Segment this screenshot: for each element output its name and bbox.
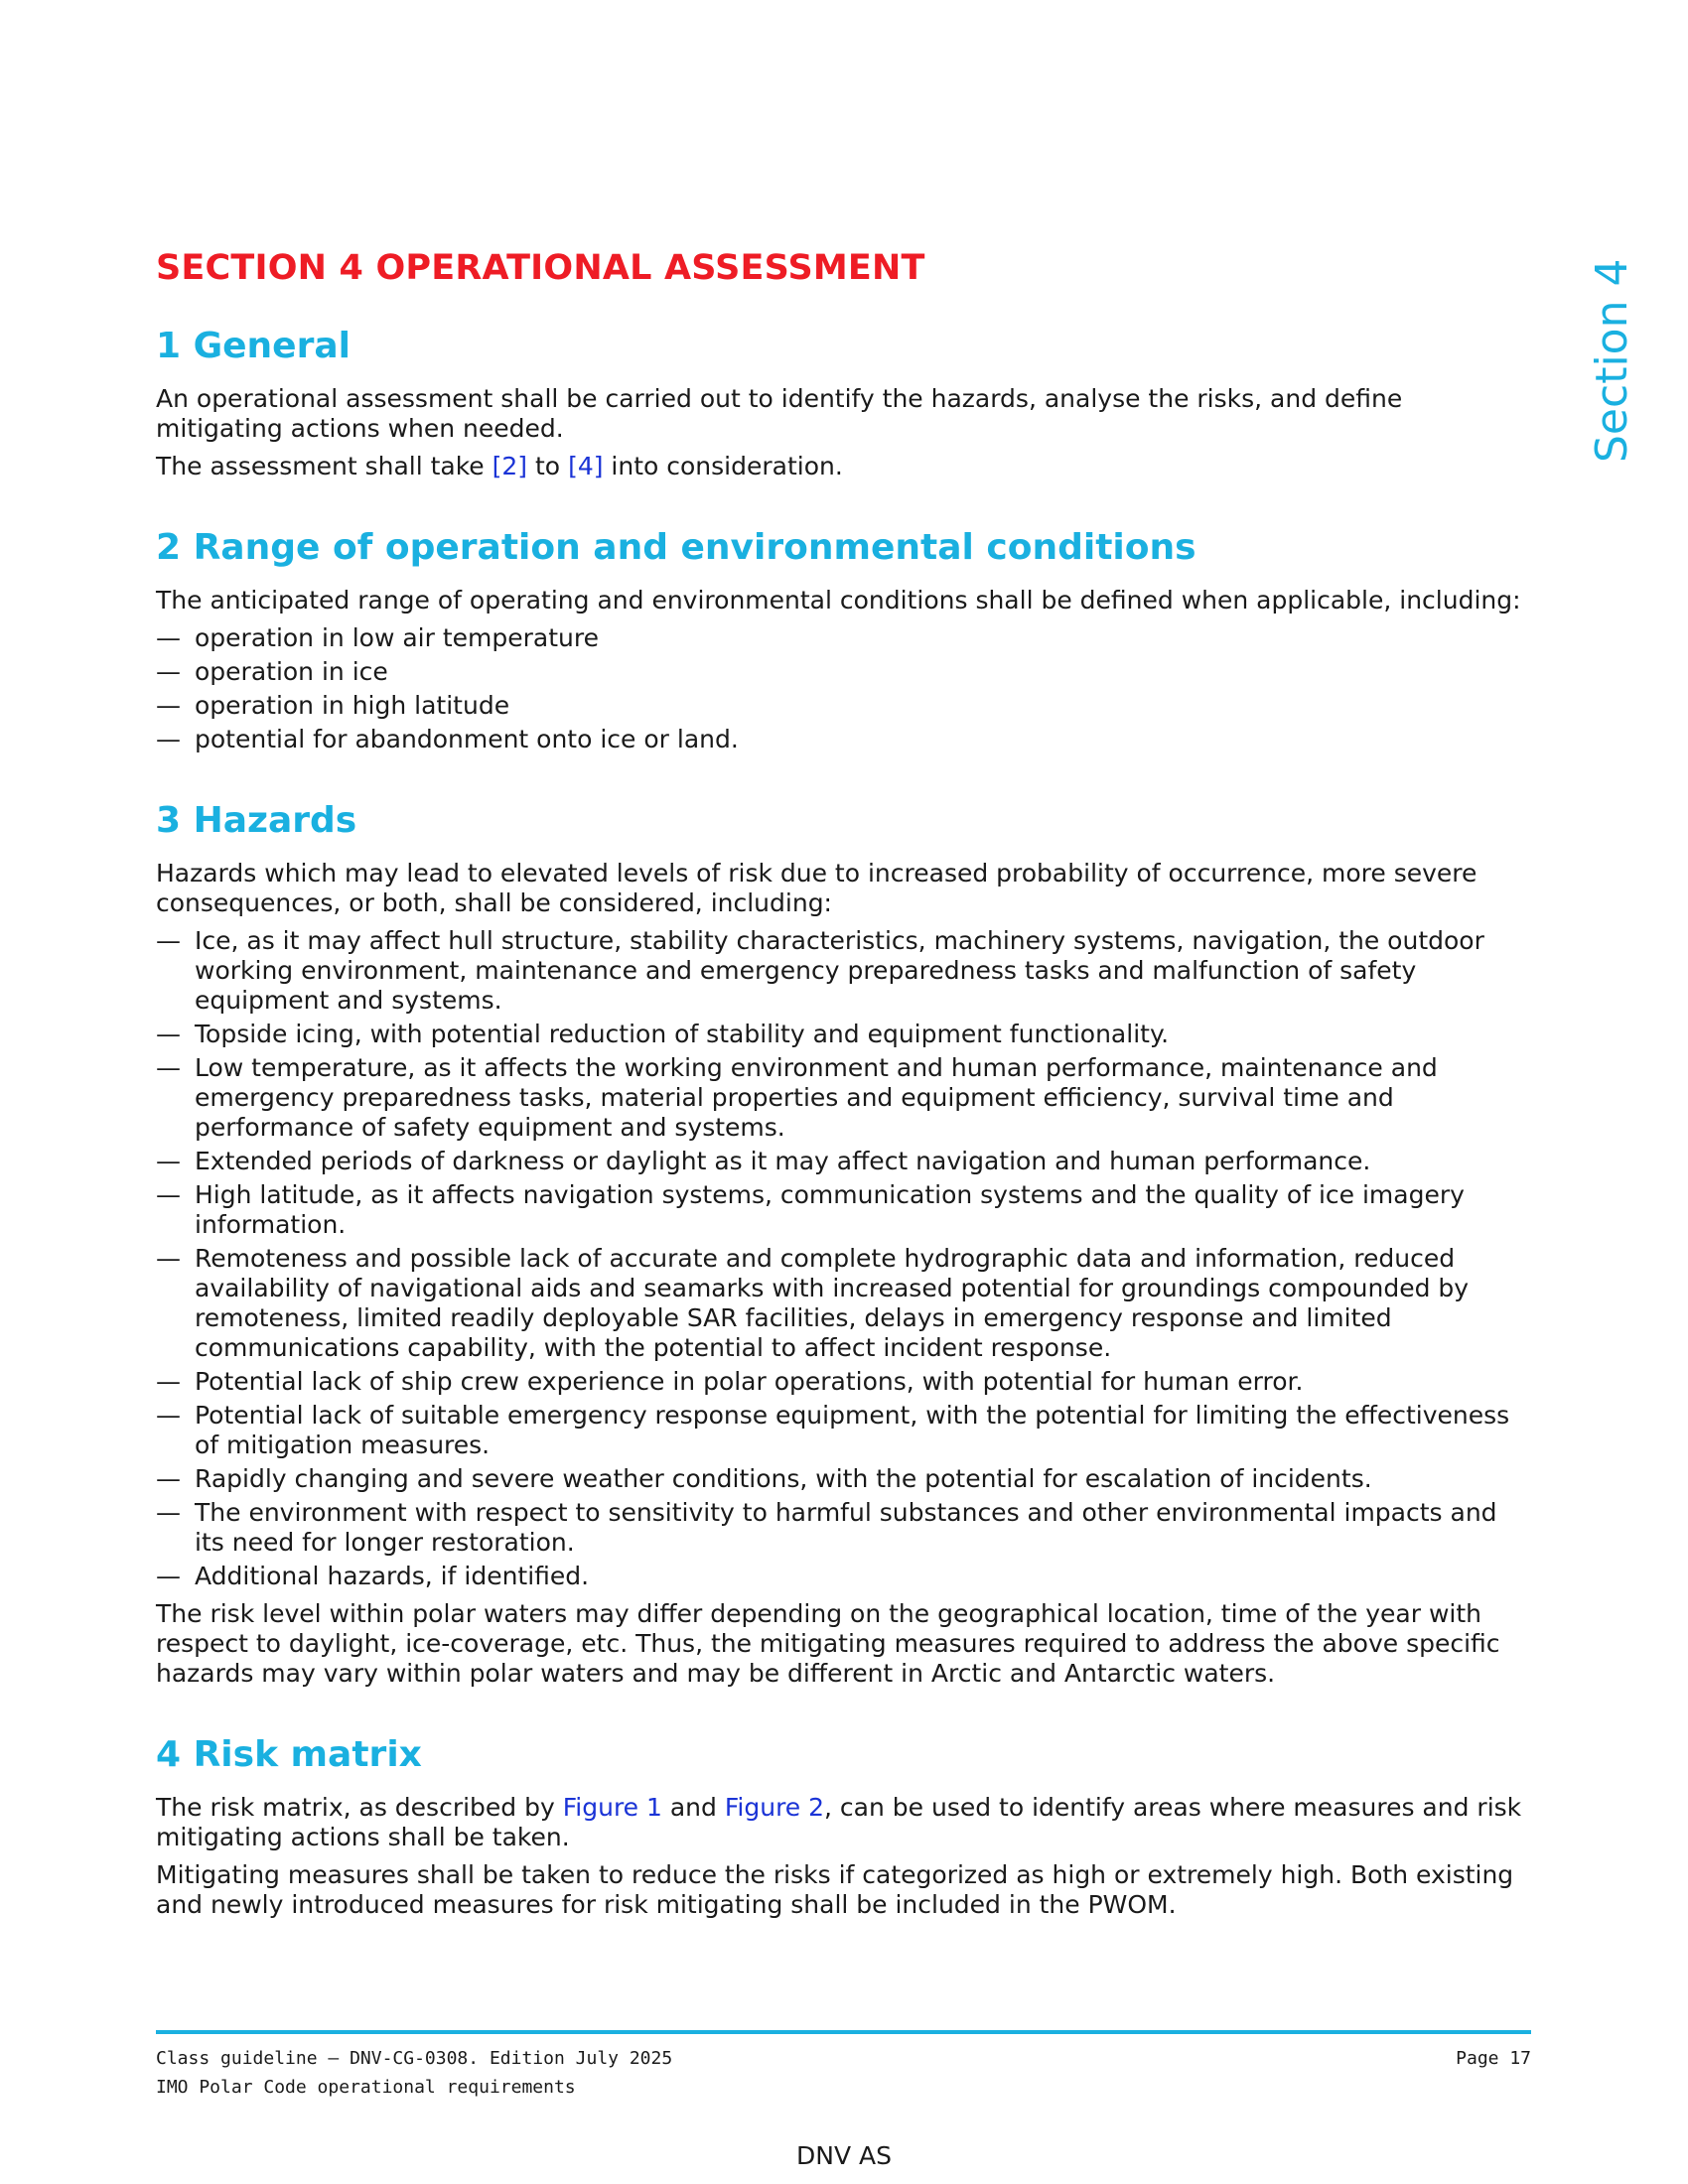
heading-general: 1 General xyxy=(156,326,351,366)
hazard-list-item-text: Potential lack of suitable emergency response equipment, with the potential for limiting the effectiveness of mitigation measures. xyxy=(195,1401,1510,1459)
text-span: to xyxy=(527,452,569,480)
dash-bullet: — xyxy=(156,1562,181,1590)
hazards-list xyxy=(156,926,1531,1591)
text-span: into consideration. xyxy=(603,452,843,480)
heading-risk-matrix: 4 Risk matrix xyxy=(156,1734,422,1775)
range-list-item xyxy=(156,725,1531,754)
hazard-list-item-text: High latitude, as it affects navigation systems, communication systems and the quality of ice imagery information. xyxy=(195,1180,1465,1239)
hazard-list-item-text: Potential lack of ship crew experience in polar operations, with potential for human error. xyxy=(195,1367,1304,1396)
hazards-intro: Hazards which may lead to elevated levels of risk due to increased probability of occurrence, more severe consequences, or both, shall be considered, including: xyxy=(156,859,1477,917)
general-paragraph-2 xyxy=(156,452,1531,481)
hazard-list-item xyxy=(156,1180,1531,1240)
range-list xyxy=(156,623,1531,754)
page-content xyxy=(156,248,1531,1966)
footer-row-1 xyxy=(156,2044,1531,2073)
hazard-list-item-text: Topside icing, with potential reduction of stability and equipment functionality. xyxy=(195,1020,1170,1048)
heading-range: 2 Range of operation and environmental conditions xyxy=(156,527,1196,568)
hazard-list-item xyxy=(156,1562,1531,1591)
footer-rule xyxy=(156,2030,1531,2034)
hazards-closing: The risk level within polar waters may differ depending on the geographical location, time of the year with respect to daylight, ice-coverage, etc. Thus, the mitigating measures required to address the above specific hazards may vary within polar waters and may be different in Arctic and Antarctic waters. xyxy=(156,1599,1500,1688)
footer xyxy=(156,2044,1531,2102)
range-list-item-text: potential for abandonment onto ice or land. xyxy=(195,725,739,753)
hazard-list-item-text: Ice, as it may affect hull structure, stability characteristics, machinery systems, navigation, the outdoor working environment, maintenance and emergency preparedness tasks and malfunction of safety equipment and systems. xyxy=(195,926,1484,1015)
text-span: The risk matrix, as described by xyxy=(156,1793,563,1822)
risk-matrix-paragraph-1 xyxy=(156,1793,1531,1852)
dash-bullet: — xyxy=(156,1498,181,1527)
hazard-list-item-text: Additional hazards, if identified. xyxy=(195,1562,590,1590)
footer-page-number: Page 17 xyxy=(1456,2048,1531,2069)
dash-bullet: — xyxy=(156,1401,181,1430)
hazard-list-item xyxy=(156,1244,1531,1363)
hazard-list-item-text: The environment with respect to sensitivity to harmful substances and other environmental impacts and its need for longer restoration. xyxy=(195,1498,1497,1557)
range-list-item-text: operation in low air temperature xyxy=(195,623,599,652)
hazard-list-item-text: Extended periods of darkness or daylight as it may affect navigation and human performance. xyxy=(195,1147,1371,1175)
hazard-list-item xyxy=(156,1147,1531,1176)
dash-bullet: — xyxy=(156,1464,181,1493)
dash-bullet: — xyxy=(156,691,181,720)
risk-matrix-paragraph-2: Mitigating measures shall be taken to reduce the risks if categorized as high or extremely high. Both existing and newly introduced measures for risk mitigating shall be included in the PWOM. xyxy=(156,1860,1514,1919)
subsection-hazards xyxy=(156,800,1531,1689)
dash-bullet: — xyxy=(156,1244,181,1273)
dash-bullet: — xyxy=(156,657,181,686)
subsection-range xyxy=(156,527,1531,754)
text-span: , can be used to identify areas where measures and risk mitigating actions shall be taken. xyxy=(156,1793,1522,1851)
dash-bullet: — xyxy=(156,1020,181,1048)
hazard-list-item xyxy=(156,1367,1531,1397)
dash-bullet: — xyxy=(156,725,181,753)
hazard-list-item xyxy=(156,1464,1531,1494)
range-intro: The anticipated range of operating and environmental conditions shall be defined when applicable, including: xyxy=(156,586,1521,614)
hazard-list-item xyxy=(156,1020,1531,1049)
general-paragraph-1: An operational assessment shall be carried out to identify the hazards, analyse the risks, and define mitigating actions when needed. xyxy=(156,384,1403,443)
range-list-item xyxy=(156,623,1531,653)
reference-link-2[interactable]: [2] xyxy=(492,452,528,480)
footer-document-title: IMO Polar Code operational requirements xyxy=(156,2077,576,2098)
range-list-item xyxy=(156,657,1531,687)
subsection-general xyxy=(156,326,1531,481)
hazard-list-item-text: Low temperature, as it affects the working environment and human performance, maintenance and emergency preparedness tasks, material properties and equipment efficiency, survival time and performance of safety equipment and systems. xyxy=(195,1053,1438,1142)
heading-hazards: 3 Hazards xyxy=(156,800,357,841)
section-title: SECTION 4 OPERATIONAL ASSESSMENT xyxy=(156,248,925,288)
hazard-list-item xyxy=(156,1053,1531,1143)
range-list-item-text: operation in high latitude xyxy=(195,691,510,720)
text-span: and xyxy=(661,1793,725,1822)
reference-link-4[interactable]: [4] xyxy=(568,452,604,480)
dash-bullet: — xyxy=(156,1180,181,1209)
subsection-risk-matrix xyxy=(156,1734,1531,1920)
hazard-list-item xyxy=(156,1498,1531,1558)
dash-bullet: — xyxy=(156,926,181,955)
footer-document-id: Class guideline — DNV-CG-0308. Edition July 2025 xyxy=(156,2048,673,2069)
figure-2-link[interactable]: Figure 2 xyxy=(724,1793,825,1822)
footer-row-2 xyxy=(156,2073,1531,2102)
dash-bullet: — xyxy=(156,1367,181,1396)
dash-bullet: — xyxy=(156,1147,181,1175)
hazard-list-item xyxy=(156,1401,1531,1460)
text-span: The assessment shall take xyxy=(156,452,492,480)
figure-1-link[interactable]: Figure 1 xyxy=(562,1793,662,1822)
hazard-list-item-text: Remoteness and possible lack of accurate and complete hydrographic data and information, reduced availability of navigational aids and seamarks with increased potential for groundings compounded by remoteness, limited readily deployable SAR facilities, delays in emergency response and limited communications capability, with the potential to affect incident response. xyxy=(195,1244,1470,1362)
range-list-item xyxy=(156,691,1531,721)
hazard-list-item xyxy=(156,926,1531,1016)
hazard-list-item-text: Rapidly changing and severe weather conditions, with the potential for escalation of incidents. xyxy=(195,1464,1372,1493)
dash-bullet: — xyxy=(156,1053,181,1082)
organization-name: DNV AS xyxy=(796,2141,892,2170)
dash-bullet: — xyxy=(156,623,181,652)
section-side-tab: Section 4 xyxy=(1587,258,1637,463)
range-list-item-text: operation in ice xyxy=(195,657,388,686)
